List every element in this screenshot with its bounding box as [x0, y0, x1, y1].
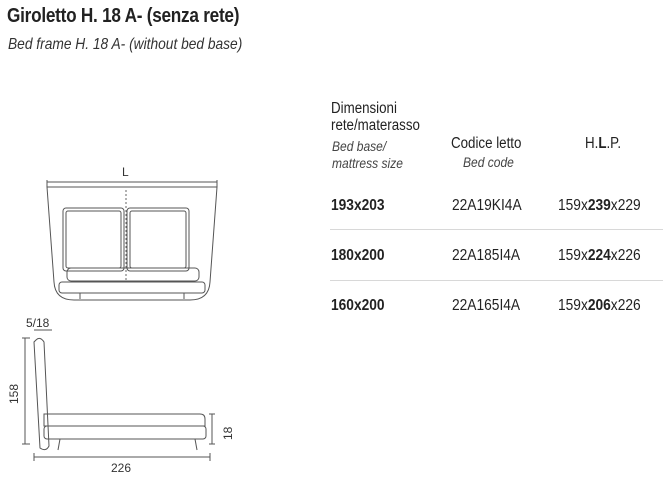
- side-headboard: [34, 338, 49, 449]
- cell-p: x226: [610, 297, 641, 314]
- header-hlp-pre: H.: [585, 135, 599, 152]
- header-hlp-bold: L: [598, 135, 607, 152]
- front-view-drawing: [40, 160, 230, 310]
- cell-code: 22A185I4A: [452, 247, 521, 264]
- cell-hlp: [558, 197, 641, 215]
- page-subtitle: Bed frame H. 18 A- (without bed base): [8, 36, 243, 53]
- side-frame: [44, 426, 206, 439]
- header-dimensions: [331, 100, 420, 134]
- cell-p: x226: [610, 247, 641, 264]
- cell-h: 159x: [558, 197, 588, 214]
- headboard-cushion-left-inner: [66, 211, 121, 268]
- row-divider: [330, 229, 663, 230]
- row-divider: [330, 280, 663, 281]
- cell-h: 159x: [558, 247, 588, 264]
- header-code: Codice letto: [451, 135, 522, 152]
- cell-hlp: [558, 297, 641, 315]
- cell-size: 160x200: [331, 297, 385, 314]
- leg-height-label: 18: [221, 426, 235, 440]
- depth-label: 226: [111, 461, 132, 475]
- header-dimensions-en-line1: Bed base/: [332, 138, 387, 154]
- header-dimensions-line2: rete/materasso: [331, 117, 420, 134]
- mattress: [67, 268, 199, 281]
- cell-l: 224: [587, 247, 611, 264]
- headboard-cushion-right: [127, 208, 189, 271]
- header-hlp-post: .P.: [606, 135, 622, 152]
- cell-l: 206: [587, 297, 611, 314]
- headboard-outline: [47, 187, 217, 300]
- cell-size: 193x203: [331, 197, 385, 214]
- cell-code: 22A165I4A: [452, 297, 521, 314]
- header-dimensions-en: [332, 138, 403, 172]
- cell-h: 159x: [558, 297, 588, 314]
- width-label: L: [122, 165, 129, 179]
- side-leg: [58, 439, 60, 450]
- page-title: Giroletto H. 18 A- (senza rete): [7, 5, 240, 27]
- side-leg: [195, 439, 197, 450]
- header-hlp: [585, 135, 621, 152]
- headboard-cushion-right-inner: [130, 211, 186, 268]
- header-dimensions-line1: Dimensioni: [331, 100, 397, 117]
- header-code-en: Bed code: [463, 154, 514, 170]
- side-mattress: [44, 414, 205, 426]
- side-view-drawing: [0, 312, 245, 479]
- cell-l: 239: [587, 197, 611, 214]
- cell-p: x229: [610, 197, 641, 214]
- headboard-cushion-left: [63, 208, 124, 271]
- angle-label: 5/18: [26, 316, 50, 330]
- header-dimensions-en-line2: mattress size: [332, 155, 403, 171]
- cell-hlp: [558, 247, 641, 265]
- height-label: 158: [7, 383, 21, 404]
- cell-size: 180x200: [331, 247, 385, 264]
- bed-frame-rail: [59, 282, 205, 293]
- cell-code: 22A19KI4A: [452, 197, 522, 214]
